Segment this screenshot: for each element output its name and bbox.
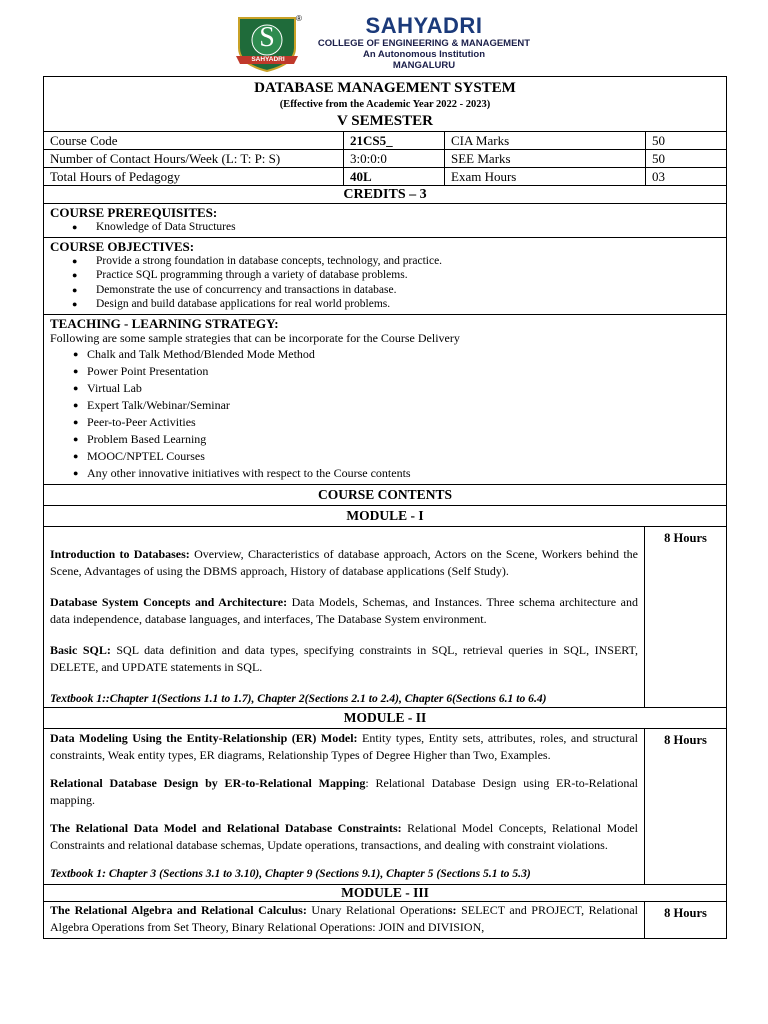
module-paragraph (50, 642, 638, 676)
table-row (44, 168, 726, 186)
topic-text: SELECT and PROJECT, Relational Algebra Operations from Set Theory, Binary Relational Operations: JOIN and DIVISION, (50, 902, 638, 934)
logo-letter: S (259, 22, 275, 53)
module-2-heading: MODULE - II (44, 707, 726, 728)
strategy-intro: Following are some sample strategies that can be incorporate for the Course Delivery (50, 330, 460, 345)
list-item: ● Knowledge of Data Structures (96, 220, 720, 235)
objectives-heading: COURSE OBJECTIVES: (50, 238, 195, 254)
meta-label: Course Code (44, 132, 344, 150)
prerequisites-section (44, 203, 726, 237)
topic-title: Database System Concepts and Architecture: (50, 594, 288, 609)
module-3-heading: MODULE - III (44, 884, 726, 901)
list-item: ● Expert Talk/Webinar/Seminar (87, 397, 720, 414)
college-line-1: COLLEGE OF ENGINEERING & MANAGEMENT (317, 38, 531, 49)
objectives-section (44, 237, 726, 314)
module-1-hours: 8 Hours (664, 530, 707, 545)
meta-label: Number of Contact Hours/Week (L: T: P: S) (44, 150, 344, 168)
topic-text: Entity types, Entity sets, attributes, roles, and structural constraints, Weak entity types, ER diagrams, Relationship Types of Degree Higher than Two, Examples. (50, 730, 638, 762)
college-logo (234, 14, 304, 74)
list-item: ● Virtual Lab (87, 380, 720, 397)
module-2-content (44, 729, 645, 884)
list-item: ● Design and build database applications for real world problems. (96, 297, 720, 312)
strategy-section (44, 314, 726, 484)
course-title-block (44, 77, 726, 131)
module-1-heading: MODULE - I (44, 505, 726, 526)
college-block (304, 14, 544, 71)
prerequisites-heading: COURSE PREREQUISITES: (50, 205, 218, 220)
meta-value: 40L (344, 168, 445, 186)
topic-title: Relational Database Design by ER-to-Relational Mapping (50, 775, 366, 790)
module-3 (44, 901, 726, 938)
list-item: ● Practice SQL programming through a variety of database problems. (96, 268, 720, 283)
module-paragraph (50, 820, 638, 854)
topic-title: The Relational Algebra and Relational Calculus: (50, 902, 307, 917)
strategy-heading: TEACHING - LEARNING STRATEGY: (50, 315, 279, 331)
meta-label: Total Hours of Pedagogy (44, 168, 344, 186)
module-3-hours: 8 Hours (664, 905, 707, 920)
list-item: ● Peer-to-Peer Activities (87, 414, 720, 431)
meta-label: CIA Marks (445, 132, 646, 150)
meta-value: 21CS5_ (344, 132, 445, 150)
topic-title: Basic SQL: (50, 642, 111, 657)
course-title: DATABASE MANAGEMENT SYSTEM (254, 80, 516, 96)
topic-text: SQL data definition and data types, specifying constraints in SQL, retrieval queries in SQL, INSERT, DELETE, and UPDATE statements in SQL. (50, 642, 639, 674)
logo-ribbon-text: SAHYADRI (251, 56, 285, 63)
topic-text: Overview, Characteristics of database approach, Actors on the Scene, Workers behind the Scene, Advantages of using the DBMS approach, History of database applications (Self Study). (50, 546, 639, 578)
textbook-reference: Textbook 1: Chapter 3 (Sections 3.1 to 3.10), Chapter 9 (Sections 9.1), Chapter 5 (Sections 5.1 to 5.3) (50, 866, 531, 880)
course-contents-heading: COURSE CONTENTS (44, 484, 726, 505)
effective-year: (Effective from the Academic Year 2022 - 2023) (279, 99, 491, 110)
topic-text: Relational Model Concepts, Relational Model Constraints and relational database schemas, Update operations, transactions, and dealing with constraint violations. (50, 820, 638, 852)
list-item: ● Chalk and Talk Method/Blended Mode Method (87, 346, 720, 363)
meta-value: 50 (646, 150, 727, 168)
list-item: ● Problem Based Learning (87, 431, 720, 448)
meta-value: 03 (652, 169, 665, 184)
topic-title: Data Modeling Using the Entity-Relationship (ER) Model: (50, 730, 358, 745)
topic-title: s: (447, 902, 457, 917)
module-2-hours: 8 Hours (664, 732, 707, 747)
registered-mark: ® (296, 14, 302, 23)
strategy-list (50, 346, 720, 482)
topic-title: Introduction to Databases: (50, 546, 190, 561)
meta-label: SEE Marks (445, 150, 646, 168)
topic-text: Data Models, Schemas, and Instances. Three schema architecture and data independence, database languages, and interfaces, The Database System environment. (50, 594, 639, 626)
credits: CREDITS – 3 (44, 185, 726, 203)
module-paragraph (50, 546, 638, 580)
table-row (44, 150, 726, 168)
list-item: ● Demonstrate the use of concurrency and transactions in database. (96, 283, 720, 298)
topic-text: Unary Relational Operation (306, 902, 448, 917)
module-2 (44, 728, 726, 884)
course-meta-table (44, 132, 726, 185)
module-3-content (44, 902, 645, 938)
list-item: ● MOOC/NPTEL Courses (87, 448, 720, 465)
college-name: SAHYADRI (365, 13, 483, 38)
meta-label: Exam Hours (445, 168, 646, 186)
topic-title: The Relational Data Model and Relational Database Constraints: (50, 820, 402, 835)
course-meta (44, 131, 726, 185)
prerequisites-list (50, 220, 720, 235)
college-line-3: MANGALURU (392, 60, 456, 71)
list-item: ● Power Point Presentation (87, 363, 720, 380)
objectives-list (50, 254, 720, 312)
list-item: ● Any other innovative initiatives with respect to the Course contents (87, 465, 720, 482)
list-item: ● Provide a strong foundation in database concepts, technology, and practice. (96, 254, 720, 269)
syllabus-frame (43, 76, 727, 939)
module-paragraph (50, 594, 638, 628)
module-paragraph (50, 730, 638, 764)
page-header (0, 0, 768, 76)
module-1 (44, 526, 726, 707)
module-paragraph (50, 902, 638, 936)
module-paragraph (50, 775, 638, 809)
table-row (44, 132, 726, 150)
module-1-content (44, 527, 645, 707)
meta-value: 50 (646, 132, 727, 150)
college-line-2: An Autonomous Institution (362, 49, 486, 60)
semester: V SEMESTER (336, 113, 433, 129)
meta-value: 3:0:0:0 (344, 150, 445, 168)
topic-text: : Relational Database Design using ER-to-Relational mapping. (50, 775, 639, 807)
textbook-reference: Textbook 1::Chapter 1(Sections 1.1 to 1.7), Chapter 2(Sections 2.1 to 2.4), Chapter 6(Sections 6.1 to 6.4) (50, 691, 547, 705)
